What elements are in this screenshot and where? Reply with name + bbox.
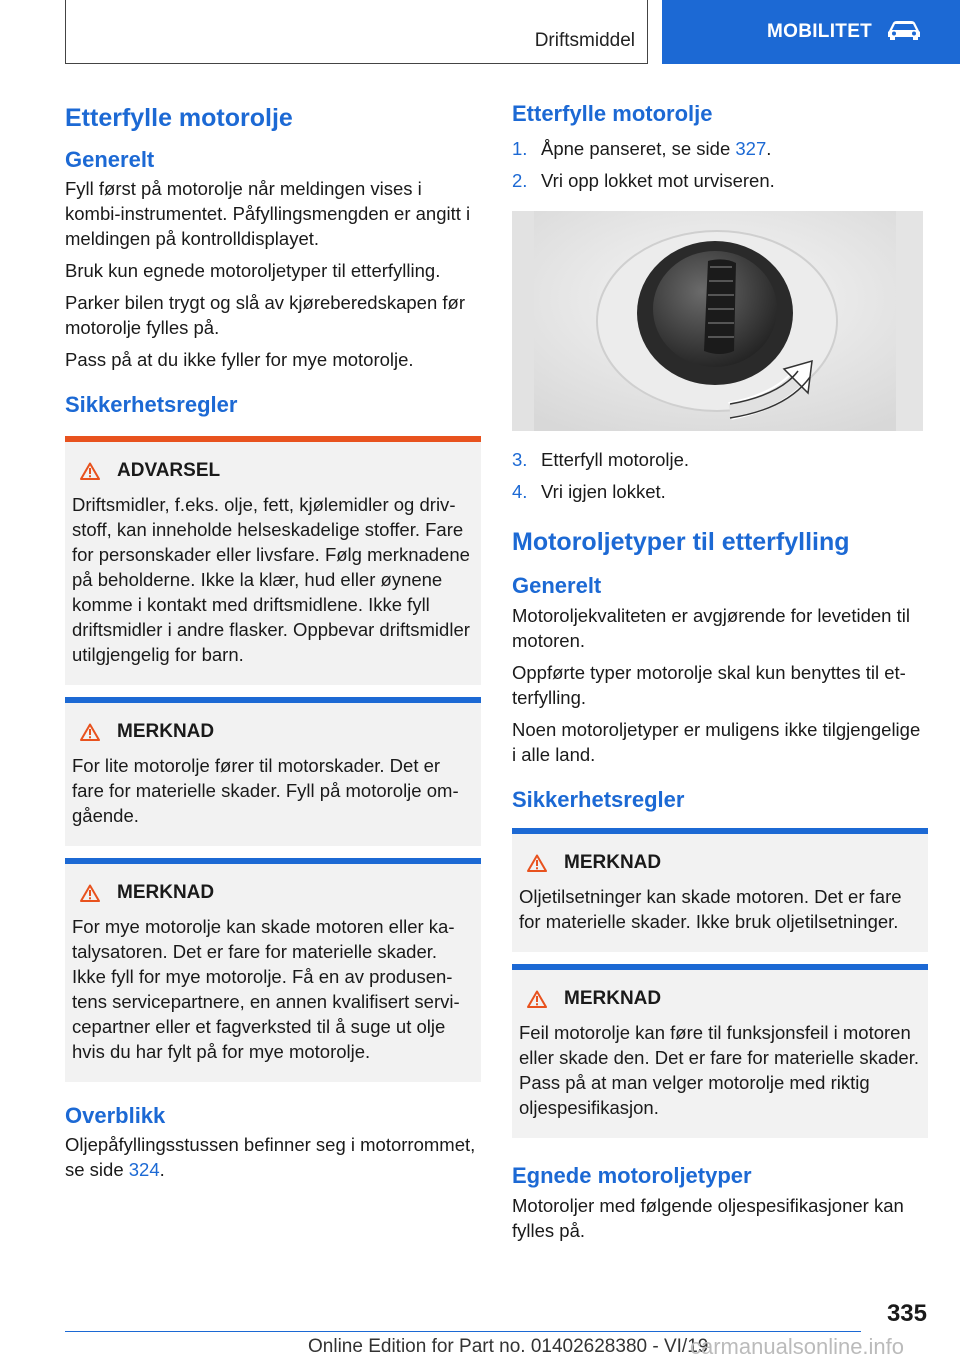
paragraph: Oppførte typer motorolje skal kun benyttes til etterfylling. [512,661,906,708]
box-text: For mye motorolje kan skade motoren eller katalysatoren. Det er fare for materielle skader. Ikke fyll for mye motorolje. Få en av produsentens servicepartnere, en annen kvalifisert servicepartner eller et fagverksted til å suge ut olje hvis du har fylt på for mye motorolje. [72,915,460,1062]
section-title: Etterfylle motorolje [512,101,713,126]
paragraph: Parker bilen trygt og slå av kjøreberedskapen før motorolje fylles på. [65,292,465,339]
box-text: For lite motorolje fører til motorskader. Det er fare for materielle skader. Fyll på motorolje omgående. [72,754,459,826]
car-icon [886,19,922,46]
warning-triangle-icon [80,884,100,902]
box-label: MERKNAD [564,988,662,1010]
warning-triangle-icon [80,462,100,480]
paragraph: Noen motoroljetyper er muligens ikke tilgjengelige i alle land. [512,718,921,765]
paragraph: Motoroljer med følgende oljespesifikasjoner kan fylles på. [512,1194,904,1241]
footer-edition: Online Edition for Part no. 01402628380 - VI/19 [308,1336,709,1357]
note-box [65,858,481,1082]
section-title: Etterfylle motorolje [65,104,293,132]
overblikk-paragraph: Oljepåfyllingsstussen befinner seg i motorrommet, se side 324. [65,1134,476,1181]
subsection-overblikk: Overblikk [65,1102,166,1128]
subsection-generelt: Generelt [512,573,602,599]
page-link[interactable]: 324 [128,1159,160,1181]
warning-triangle-icon [527,990,547,1008]
paragraph: Motoroljekvaliteten er avgjørende for levetiden til motoren. [512,604,910,651]
paragraph: Pass på at du ikke fyller for mye motorolje. [65,349,414,371]
section-title: Motoroljetyper til etterfylling [512,527,850,556]
box-text: Feil motorolje kan føre til funksjonsfeil i motoren eller skade den. Det er fare for materielle skader. Pass på at man velger motorolje med riktig oljespesifikasjon. [519,1022,919,1119]
note-box [512,964,928,1138]
box-label: MERKNAD [564,852,662,874]
footer-watermark: carmanualsonline.info [690,1334,905,1359]
steps-list [512,133,928,197]
paragraph: Bruk kun egnede motoroljetyper til etterfylling. [65,260,441,282]
box-text: Oljetilsetninger kan skade motoren. Det er fare for materielle skader. Ikke bruk oljetilsetninger. [519,886,902,933]
list-item: 4. Vri igjen lokket. [512,480,666,502]
page-link[interactable]: 327 [735,137,767,159]
right-column [512,100,928,1243]
footer-divider [65,1331,861,1332]
note-box [65,697,481,846]
page-number: 335 [886,1300,927,1327]
list-item: 3. Etterfyll motorolje. [512,448,690,470]
subsection-suitable: Egnede motoroljetyper [512,1163,752,1189]
header-section-box [65,0,648,64]
warning-triangle-icon [527,854,547,872]
paragraph: Fyll først på motorolje når meldingen vises i kombi-instrumentet. Påfyllingsmengden er angitt i meldingen på kontrolldisplayet. [65,178,471,250]
box-label: MERKNAD [117,720,215,742]
note-box [512,828,928,952]
box-label: ADVARSEL [117,459,221,481]
header-section-title: Driftsmiddel [534,30,635,51]
box-text: Driftsmidler, f.eks. olje, fett, kjølemidler og drivstoff, kan inneholde helseskadelige stoffer. Fare for personskader eller livsfare. Følg merknadene på beholderne. Ikke la klær, hud eller øynene komme i kontakt med driftsmidlene. Ikke fyll driftsmidler i andre flasker. Oppbevar driftsmidler utilgjengelig for barn. [72,493,470,665]
list-item: 2. Vri opp lokket mot urviseren. [512,169,775,191]
box-label: MERKNAD [117,881,215,903]
warning-box [65,436,481,685]
warning-triangle-icon [80,723,100,741]
left-column [65,100,481,1182]
list-item: 1. Åpne panseret, se side 327. [512,137,772,159]
subsection-generelt: Generelt [65,146,155,172]
steps-list [512,444,928,508]
oil-cap-photo [512,211,923,431]
subsection-safety: Sikkerhetsregler [65,392,238,418]
subsection-safety: Sikkerhetsregler [512,786,685,812]
header-chapter-tab[interactable] [662,0,960,64]
header-chapter-title: MOBILITET [767,21,873,42]
